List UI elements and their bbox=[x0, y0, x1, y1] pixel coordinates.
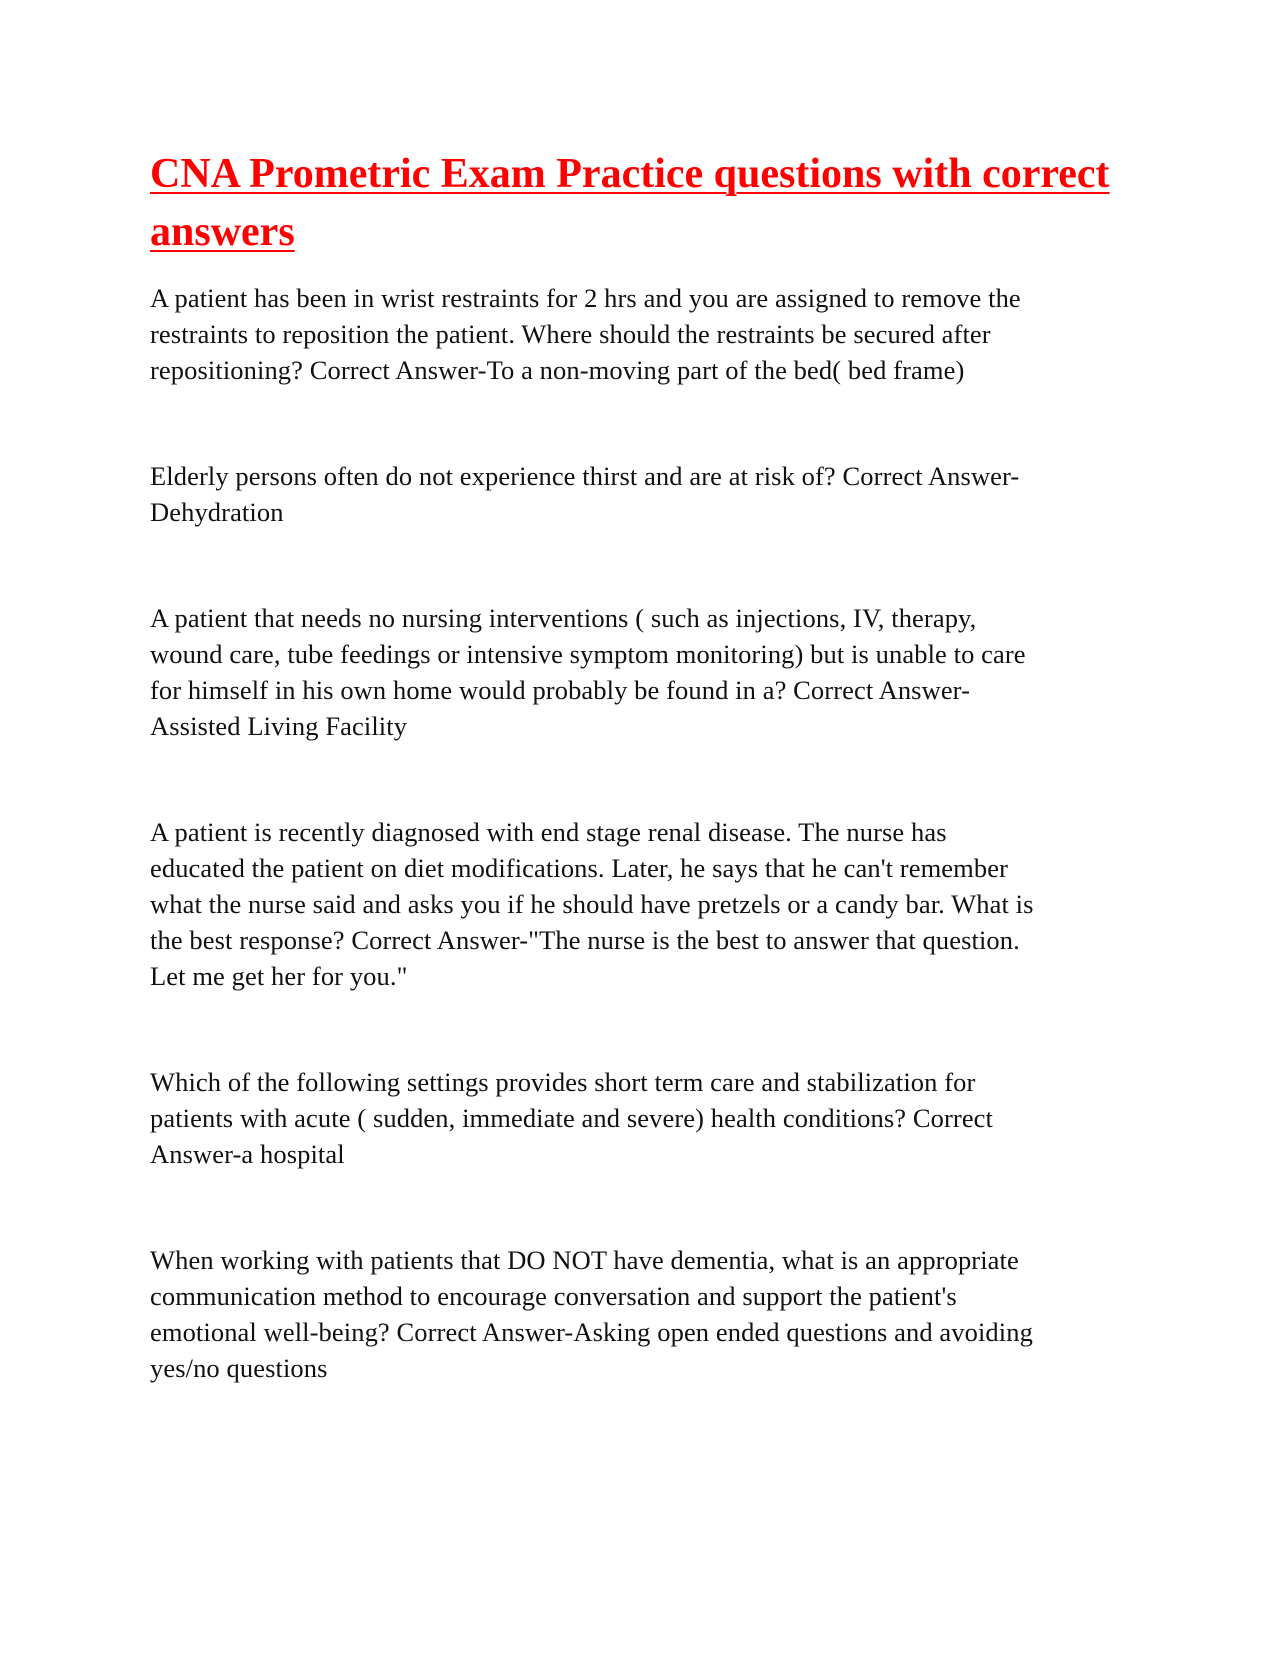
qa-list bbox=[150, 280, 1130, 1386]
qa-item: A patient has been in wrist restraints for 2 hrs and you are assigned to remove the restraints to reposition the patient. Where should the restraints be secured after repositioning? Correct Answer-To a non-moving part of the bed( bed frame) bbox=[150, 283, 1021, 385]
qa-item: A patient is recently diagnosed with end stage renal disease. The nurse has educated the patient on diet modifications. Later, he says that he can't remember what the nurse said and asks you if he should have pretzels or a candy bar. What is the best response? Correct Answer-"The nurse is the best to answer that question. Let me get her for you." bbox=[150, 817, 1034, 991]
document-title: CNA Prometric Exam Practice questions with correct answers bbox=[150, 151, 1110, 255]
qa-item: Elderly persons often do not experience thirst and are at risk of? Correct Answer- Dehydration bbox=[150, 461, 1020, 527]
qa-item: When working with patients that DO NOT have dementia, what is an appropriate communication method to encourage conversation and support the patient's emotional well-being? Correct Answer-Asking open ended questions and avoiding yes/no questions bbox=[150, 1245, 1033, 1383]
document-page bbox=[150, 145, 1130, 1456]
qa-item: A patient that needs no nursing interventions ( such as injections, IV, therapy, wound care, tube feedings or intensive symptom monitoring) but is unable to care for himself in his own home would probably be found in a? Correct Answer- Assisted Living Facility bbox=[150, 603, 1026, 741]
qa-item: Which of the following settings provides short term care and stabilization for patients with acute ( sudden, immediate and severe) health conditions? Correct Answer-a hospital bbox=[150, 1067, 994, 1169]
